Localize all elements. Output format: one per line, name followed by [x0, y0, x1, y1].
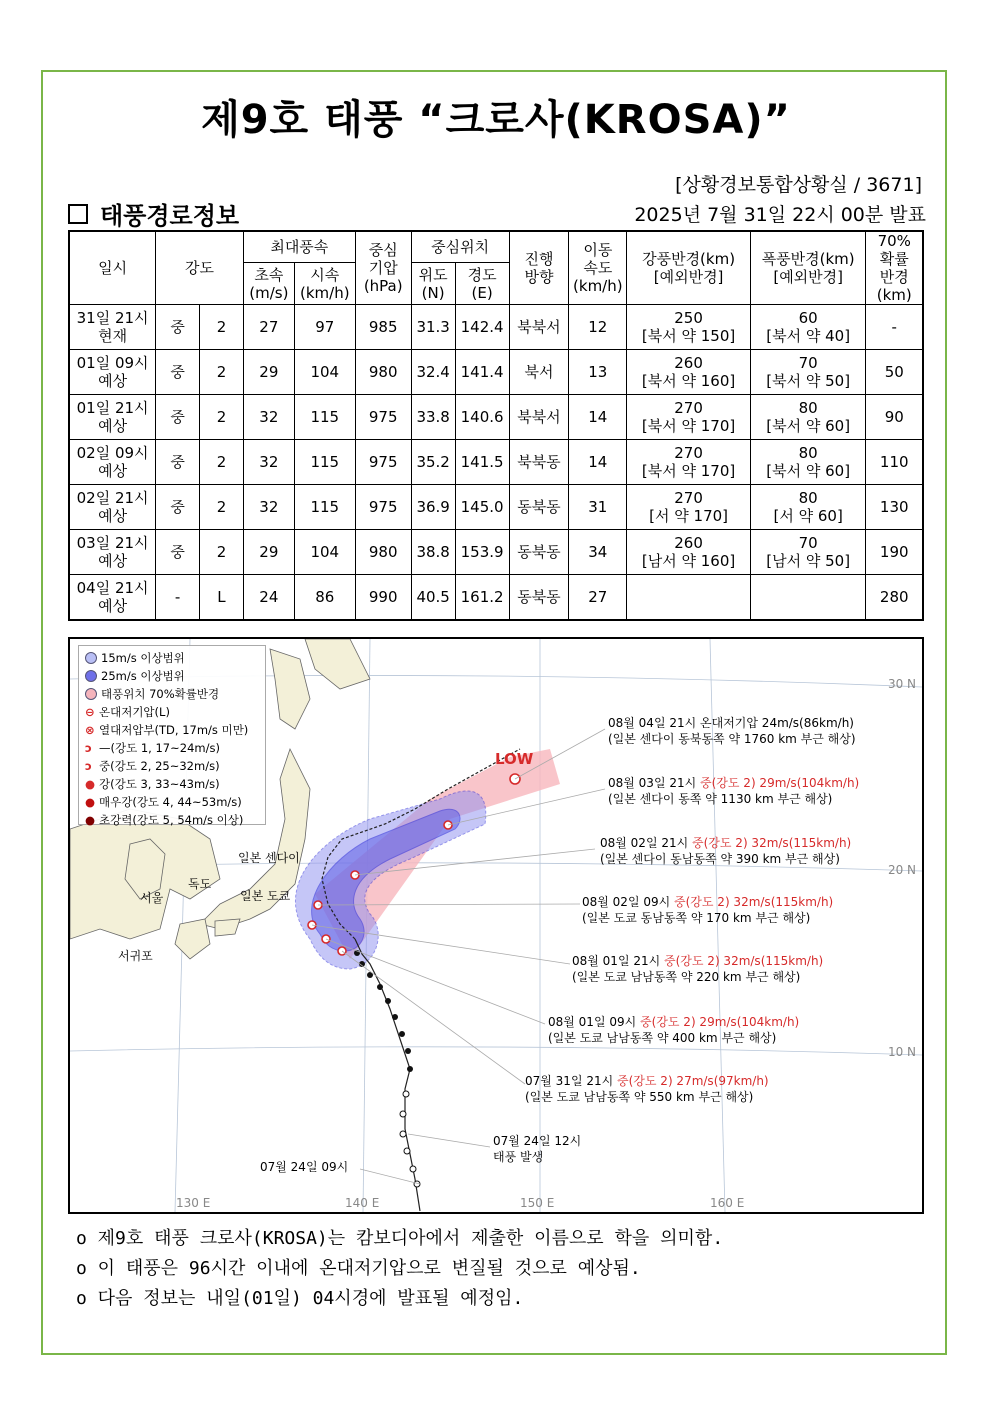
office-info: [상황경보통합상황실 / 3671]	[675, 174, 922, 196]
header-intensity: 강도	[156, 231, 244, 305]
cell-kmh: 86	[294, 575, 355, 621]
cell-storm-radius: 80 [서 약 60]	[750, 485, 866, 530]
note-line: o 다음 정보는 내일(01일) 04시경에 발표될 예정임.	[76, 1288, 524, 1309]
cell-prob-radius: 190	[866, 530, 923, 575]
table-row	[69, 485, 923, 530]
cell-spd: 12	[569, 305, 627, 350]
legend-item	[85, 757, 259, 775]
cell-hpa: 985	[355, 305, 411, 350]
cell-lon: 141.5	[455, 440, 509, 485]
sakhalin	[305, 639, 370, 689]
tropical-depression-icon: ⊗	[85, 723, 95, 737]
header-speed: 이동 속도 (km/h)	[569, 231, 627, 305]
cell-intensity-level: L	[200, 575, 244, 621]
cell-dir: 동북동	[509, 485, 569, 530]
extratropical-icon: ⊖	[85, 705, 95, 719]
blue-light-circle-icon	[85, 652, 97, 664]
cell-prob-radius: 110	[866, 440, 923, 485]
legend-label: 온대저기압(L)	[99, 705, 170, 719]
cell-storm-radius	[750, 575, 866, 621]
cell-spd: 27	[569, 575, 627, 621]
note-line: o 제9호 태풍 크로사(KROSA)는 캄보디아에서 제출한 이름으로 학을 의미함.	[76, 1228, 724, 1249]
cell-intensity-class: -	[156, 575, 200, 621]
cell-lon: 145.0	[455, 485, 509, 530]
legend-label: —(강도 1, 17~24m/s)	[99, 741, 220, 755]
note-line: o 이 태풍은 96시간 이내에 온대저기압으로 변질될 것으로 예상됨.	[76, 1258, 641, 1279]
cell-lat: 32.4	[411, 350, 455, 395]
cell-ms: 24	[243, 575, 294, 621]
header-time: 일시	[69, 231, 156, 305]
cell-time: 02일 09시 예상	[69, 440, 156, 485]
cell-dir: 북서	[509, 350, 569, 395]
header-center: 중심위치	[411, 231, 509, 263]
header-wind-kmh: 시속 (km/h)	[294, 263, 355, 305]
cell-prob-radius: 130	[866, 485, 923, 530]
cell-kmh: 115	[294, 485, 355, 530]
cell-hpa: 975	[355, 485, 411, 530]
cell-ms: 32	[243, 485, 294, 530]
cell-lat: 40.5	[411, 575, 455, 621]
legend-label: 매우강(강도 4, 44~53m/s)	[99, 795, 242, 809]
notes	[76, 1224, 723, 1314]
cell-hpa: 980	[355, 530, 411, 575]
kyushu	[175, 919, 210, 959]
start-label: 07월 24일 09시	[260, 1160, 349, 1174]
genesis-label: 07월 24일 12시 태풍 발생	[493, 1134, 582, 1164]
past-points-early	[400, 1091, 420, 1187]
map-legend	[78, 645, 266, 825]
cell-hpa: 975	[355, 395, 411, 440]
cell-time: 01일 21시 예상	[69, 395, 156, 440]
cell-prob-radius: 280	[866, 575, 923, 621]
cell-hpa: 990	[355, 575, 411, 621]
legend-label: 강(강도 3, 33~43m/s)	[99, 777, 220, 791]
legend-label: 초강력(강도 5, 54m/s 이상)	[99, 813, 244, 827]
place-tokyo: 일본 도쿄	[240, 889, 291, 903]
cell-intensity-level: 2	[200, 485, 244, 530]
lat-tick-20: 20 N	[887, 863, 916, 877]
cell-storm-radius: 60 [북서 약 40]	[750, 305, 866, 350]
legend-label: 15m/s 이상범위	[101, 651, 185, 665]
legend-item	[85, 685, 259, 703]
cell-strong-radius: 250 [북서 약 150]	[627, 305, 751, 350]
legend-label: 중(강도 2, 25~32m/s)	[99, 759, 220, 773]
lon-tick-140: 140 E	[345, 1196, 380, 1210]
cell-storm-radius: 70 [남서 약 50]	[750, 530, 866, 575]
cell-lat: 36.9	[411, 485, 455, 530]
cell-lon: 161.2	[455, 575, 509, 621]
hokkaido	[270, 649, 310, 729]
lat-tick-30: 30 N	[887, 677, 916, 691]
cell-dir: 동북동	[509, 575, 569, 621]
table-row	[69, 440, 923, 485]
page-title: 제9호 태풍 “크로사(KROSA)”	[201, 97, 791, 143]
header-storm-radius: 폭풍반경(km) [예외반경]	[750, 231, 866, 305]
place-seogwipo: 서귀포	[118, 949, 153, 963]
lon-tick-150: 150 E	[520, 1196, 555, 1210]
cell-kmh: 97	[294, 305, 355, 350]
cell-ms: 29	[243, 530, 294, 575]
cell-dir: 북북동	[509, 440, 569, 485]
cell-strong-radius: 270 [북서 약 170]	[627, 395, 751, 440]
typhoon-track-map	[68, 637, 924, 1214]
legend-item	[85, 649, 259, 667]
cell-lon: 153.9	[455, 530, 509, 575]
header-max-wind: 최대풍속	[243, 231, 355, 263]
cell-lat: 35.2	[411, 440, 455, 485]
cell-dir: 북북서	[509, 305, 569, 350]
track-annotation: 08월 01일 21시 중(강도 2) 32m/s(115km/h) (일본 도쿄 남남동쪽 약 220 km 부근 해상)	[572, 954, 824, 984]
place-seoul: 서울	[140, 891, 164, 905]
cell-storm-radius: 70 [북서 약 50]	[750, 350, 866, 395]
cell-time: 31일 21시 현재	[69, 305, 156, 350]
blue-circle-icon	[85, 670, 97, 682]
lon-tick-160: 160 E	[710, 1196, 745, 1210]
typhoon-super-icon: ●	[85, 813, 96, 827]
header-strong-radius: 강풍반경(km) [예외반경]	[627, 231, 751, 305]
typhoon-weak-icon: ↄ	[85, 741, 92, 755]
legend-label: 열대저압부(TD, 17m/s 미만)	[99, 723, 249, 737]
table-row	[69, 350, 923, 395]
legend-item	[85, 703, 259, 721]
header-direction: 진행 방향	[509, 231, 569, 305]
header-lon: 경도 (E)	[455, 263, 509, 305]
cell-kmh: 104	[294, 530, 355, 575]
cell-ms: 32	[243, 395, 294, 440]
cell-spd: 31	[569, 485, 627, 530]
table-row	[69, 575, 923, 621]
cell-strong-radius: 260 [남서 약 160]	[627, 530, 751, 575]
track-annotation: 08월 02일 09시 중(강도 2) 32m/s(115km/h) (일본 도쿄 동남동쪽 약 170 km 부근 해상)	[582, 895, 834, 925]
legend-label: 25m/s 이상범위	[101, 669, 185, 683]
cell-intensity-class: 중	[156, 530, 200, 575]
cell-prob-radius: 50	[866, 350, 923, 395]
lat-tick-10: 10 N	[887, 1045, 916, 1059]
track-annotation: 08월 01일 09시 중(강도 2) 29m/s(104km/h) (일본 도쿄 남남동쪽 약 400 km 부근 해상)	[548, 1015, 800, 1045]
cell-intensity-class: 중	[156, 440, 200, 485]
cell-dir: 북북서	[509, 395, 569, 440]
cell-prob-radius: -	[866, 305, 923, 350]
legend-item	[85, 811, 259, 829]
typhoon-track-table	[68, 230, 924, 621]
cell-lat: 31.3	[411, 305, 455, 350]
table-row	[69, 530, 923, 575]
cell-spd: 34	[569, 530, 627, 575]
typhoon-medium-icon: ↄ	[85, 759, 92, 773]
cell-strong-radius: 270 [서 약 170]	[627, 485, 751, 530]
cell-lon: 142.4	[455, 305, 509, 350]
cell-storm-radius: 80 [북서 약 60]	[750, 395, 866, 440]
cell-strong-radius: 270 [북서 약 170]	[627, 440, 751, 485]
legend-item	[85, 739, 259, 757]
cell-intensity-level: 2	[200, 395, 244, 440]
cell-strong-radius: 260 [북서 약 160]	[627, 350, 751, 395]
cell-intensity-level: 2	[200, 440, 244, 485]
cell-dir: 동북동	[509, 530, 569, 575]
cell-strong-radius	[627, 575, 751, 621]
typhoon-very-strong-icon: ●	[85, 795, 96, 809]
place-sendai: 일본 센다이	[238, 851, 300, 865]
cell-intensity-class: 중	[156, 305, 200, 350]
cell-time: 01일 09시 예상	[69, 350, 156, 395]
cell-intensity-class: 중	[156, 485, 200, 530]
cell-time: 02일 21시 예상	[69, 485, 156, 530]
track-annotation: 08월 04일 21시 온대저기압 24m/s(86km/h) (일본 센다이 동북동쪽 약 1760 km 부근 해상)	[608, 716, 856, 746]
legend-label: 태풍위치 70%확률반경	[101, 687, 220, 701]
issued-time: 2025년 7월 31일 22시 00분 발표	[634, 204, 926, 226]
header-pressure: 중심 기압 (hPa)	[355, 231, 411, 305]
cell-prob-radius: 90	[866, 395, 923, 440]
low-label: LOW	[495, 750, 534, 768]
section-title-text: 태풍경로정보	[100, 202, 240, 230]
legend-item	[85, 667, 259, 685]
cell-kmh: 115	[294, 440, 355, 485]
cell-hpa: 975	[355, 440, 411, 485]
track-annotation: 08월 03일 21시 중(강도 2) 29m/s(104km/h) (일본 센다이 동쪽 약 1130 km 부근 해상)	[608, 776, 860, 806]
cell-storm-radius: 80 [북서 약 60]	[750, 440, 866, 485]
cell-time: 03일 21시 예상	[69, 530, 156, 575]
legend-item	[85, 793, 259, 811]
legend-item	[85, 721, 259, 739]
cell-intensity-level: 2	[200, 530, 244, 575]
cell-lon: 141.4	[455, 350, 509, 395]
legend-item	[85, 775, 259, 793]
cell-spd: 13	[569, 350, 627, 395]
cell-intensity-class: 중	[156, 350, 200, 395]
cell-ms: 29	[243, 350, 294, 395]
track-annotation: 08월 02일 21시 중(강도 2) 32m/s(115km/h) (일본 센다이 동남동쪽 약 390 km 부근 해상)	[600, 836, 852, 866]
cell-lon: 140.6	[455, 395, 509, 440]
past-points	[354, 950, 413, 1072]
typhoon-strong-icon: ●	[85, 777, 96, 791]
shikoku	[215, 919, 240, 936]
cell-ms: 27	[243, 305, 294, 350]
lon-tick-130: 130 E	[176, 1196, 211, 1210]
cell-hpa: 980	[355, 350, 411, 395]
table-row	[69, 305, 923, 350]
header-prob-radius: 70% 확률 반경 (km)	[866, 231, 923, 305]
section-title	[68, 196, 239, 231]
cell-lat: 38.8	[411, 530, 455, 575]
track-annotation: 07월 31일 21시 중(강도 2) 27m/s(97km/h) (일본 도쿄 남남동쪽 약 550 km 부근 해상)	[525, 1074, 769, 1104]
cell-intensity-class: 중	[156, 395, 200, 440]
pink-circle-icon	[85, 688, 97, 700]
table-row	[69, 395, 923, 440]
cell-intensity-level: 2	[200, 350, 244, 395]
cell-intensity-level: 2	[200, 305, 244, 350]
header-wind-ms: 초속 (m/s)	[243, 263, 294, 305]
cell-spd: 14	[569, 440, 627, 485]
header-lat: 위도 (N)	[411, 263, 455, 305]
cell-ms: 32	[243, 440, 294, 485]
cell-spd: 14	[569, 395, 627, 440]
cell-kmh: 104	[294, 350, 355, 395]
checkbox-icon	[68, 204, 88, 224]
cell-lat: 33.8	[411, 395, 455, 440]
place-dokdo: 독도	[188, 877, 212, 891]
cell-kmh: 115	[294, 395, 355, 440]
cell-time: 04일 21시 예상	[69, 575, 156, 621]
